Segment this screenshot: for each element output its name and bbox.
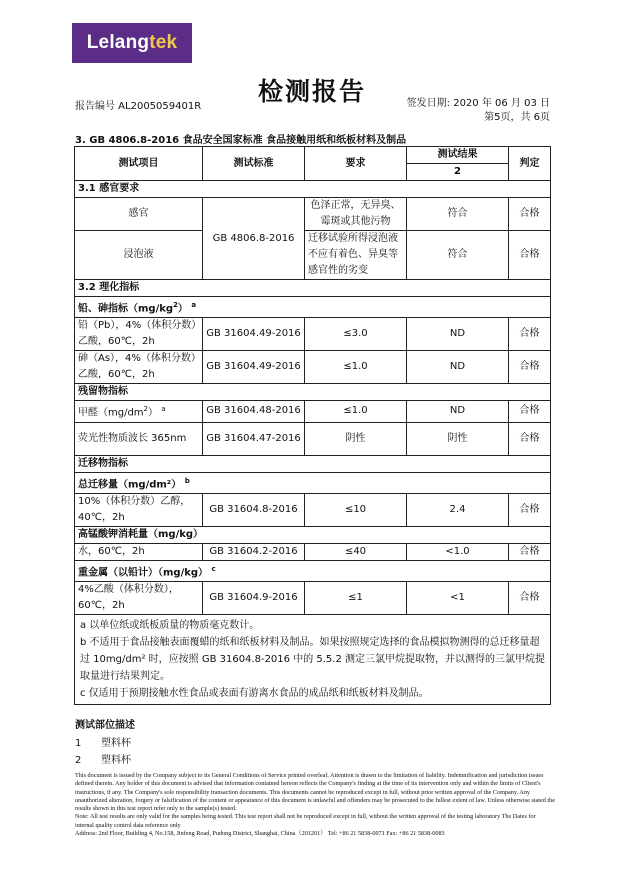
formaldehyde-req: ≤1.0 [305,401,407,422]
part-row-2 [75,751,131,766]
residue-group: 残留物指标 [75,384,551,401]
part-desc-2: 塑料杯 [101,755,131,766]
part-no-2: 2 [75,755,82,766]
kmno4-req: ≤40 [305,543,407,560]
heavy-metal-group: 重金属（以铅计）（mg/kg） $^c$ [75,560,551,581]
lead-result: ND [407,318,509,351]
total-migration-standard: GB 31604.8-2016 [203,493,305,526]
table-notes [75,615,551,705]
header-requirement: 要求 [305,147,407,181]
fluorescent-req: 阴性 [305,422,407,455]
header-result: 测试结果 [407,147,509,164]
fluorescent-result: 阴性 [407,422,509,455]
sensory-standard: GB 4806.8-2016 [203,198,305,280]
header-standard: 测试标准 [203,147,305,181]
arsenic-result: ND [407,351,509,384]
header-item: 测试项目 [75,147,203,181]
lead-arsenic-group: 铅、砷指标$(mg/kg^2)$ $^a$ [75,297,551,318]
kmno4-item: 水，60℃，2h [75,543,203,560]
formaldehyde-item: 甲醛$(mg/dm^2)$ $^a$ [75,401,203,422]
heavy-metal-standard: GB 31604.9-2016 [203,582,305,615]
fluorescent-verdict: 合格 [509,422,551,455]
part-row-1 [75,734,131,749]
sensory-title: 3.1 感官要求 [75,181,551,198]
section-title: 3. GB 4806.8-2016 食品安全国家标准 食品接触用纸和纸板材料及制品 [75,135,407,146]
logo-text-1: Lelang [86,32,150,53]
physchem-title: 3.2 理化指标 [75,280,551,297]
kmno4-result: <1.0 [407,543,509,560]
fluorescent-item: 荧光性物质波长 365nm [75,422,203,455]
arsenic-item: 砷（As），4%（体积分数）乙酸，60℃，2h [75,351,203,384]
kmno4-standard: GB 31604.2-2016 [203,543,305,560]
company-logo [72,23,192,63]
fluorescent-standard: GB 31604.47-2016 [203,422,305,455]
footer-address: Address: 2nd Floor, Building 4, No.158, Jinfeng Road, Pudong District, Shanghai, China（201201） Tel: +86 21 5838-0071 Fax: +86 21 5838-0083 [75,830,445,838]
sensory-verdict-1: 合格 [509,198,551,231]
sensory-req-1: 色泽正常，无异臭、霉斑或其他污物 [305,198,407,231]
kmno4-verdict: 合格 [509,543,551,560]
migration-group: 迁移物指标 [75,455,551,472]
formaldehyde-result: ND [407,401,509,422]
arsenic-verdict: 合格 [509,351,551,384]
parts-title: 测试部位描述 [75,720,135,731]
legal-footer [75,772,555,838]
note-c: c 仅适用于预期接触水性食品或表面有游离水食品的成品纸和纸板材料及制品。 [80,688,429,700]
header-sample: 2 [407,164,509,181]
sensory-result-2: 符合 [407,231,509,280]
lead-verdict: 合格 [509,318,551,351]
formaldehyde-standard: GB 31604.48-2016 [203,401,305,422]
report-number: 报告编号 AL2005059401R [75,101,202,112]
results-table [74,146,551,705]
header-verdict: 判定 [509,147,551,181]
sensory-req-2: 迁移试验所得浸泡液不应有着色、异臭等感官性的劣变 [305,231,407,280]
report-meta [407,97,550,125]
heavy-metal-item: 4%乙酸（体积分数），60℃，2h [75,582,203,615]
arsenic-standard: GB 31604.49-2016 [203,351,305,384]
footer-disclaimer: This document is issued by the Company subject to its General Conditions of Service printed overleaf. Attention is drawn to the limitation of liability. Indemnification and jurisdiction issues defined therein. Any holder of this document is advised that information contained hereon reflects the Company's finding at the time of its intervention only and within the limits of Client's instructions, if any. The Company's sole responsibility transaction documents. This documents cannot be reproduced except in full, without prior written approval of the Company. Any unauthorized alteration, forgery or falsification of the content or appearance of this document is unlawful and offenders may be prosecuted to the fullest extent of law. Unless otherwise stated the results shown in this test report refer only to the sample(s) tested. [75,772,555,813]
note-a: a 以单位纸或纸板质量的物质毫克数计。 [80,620,260,632]
lead-standard: GB 31604.49-2016 [203,318,305,351]
total-migration-result: 2.4 [407,493,509,526]
total-migration-verdict: 合格 [509,493,551,526]
sensory-result-1: 符合 [407,198,509,231]
sensory-verdict-2: 合格 [509,231,551,280]
heavy-metal-verdict: 合格 [509,582,551,615]
arsenic-req: ≤1.0 [305,351,407,384]
formaldehyde-verdict: 合格 [509,401,551,422]
kmno4-group: 高锰酸钾消耗量（mg/kg） [75,526,551,543]
note-b: b 不适用于食品接触表面覆蜡的纸和纸板材料及制品。如果按照规定选择的食品模拟物测得的总迁移量超过 10mg/dm² 时，应按照 GB 31604.8-2016 中的 5.5.2 测定三氯甲烷提取物，并以测得的三氯甲烷提取量进行结果判定。 [80,637,545,683]
part-no-1: 1 [75,738,82,749]
heavy-metal-result: <1 [407,582,509,615]
page-title: 检测报告 [257,77,366,106]
lead-item: 铅（Pb），4%（体积分数）乙酸，60℃，2h [75,318,203,351]
part-desc-1: 塑料杯 [101,738,131,749]
sensory-item-1: 感官 [75,198,203,231]
sensory-item-2: 浸泡液 [75,231,203,280]
issue-date: 签发日期: 2020 年 06 月 03 日 [406,98,550,109]
total-migration-group: 总迁移量（mg/dm²） $^b$ [75,472,551,493]
total-migration-item: 10%（体积分数）乙醇，40℃，2h [75,493,203,526]
page-number: 第5页，共 6页 [484,112,550,123]
footer-note: Note: All test results are only valid for the samples being tested. This test report shall not be reproduced except in full, without the written approval of the testing laboratory The Dates for internal quality control data reference only [75,813,536,829]
heavy-metal-req: ≤1 [305,582,407,615]
lead-req: ≤3.0 [305,318,407,351]
total-migration-req: ≤10 [305,493,407,526]
logo-text-2: tek [149,32,178,53]
